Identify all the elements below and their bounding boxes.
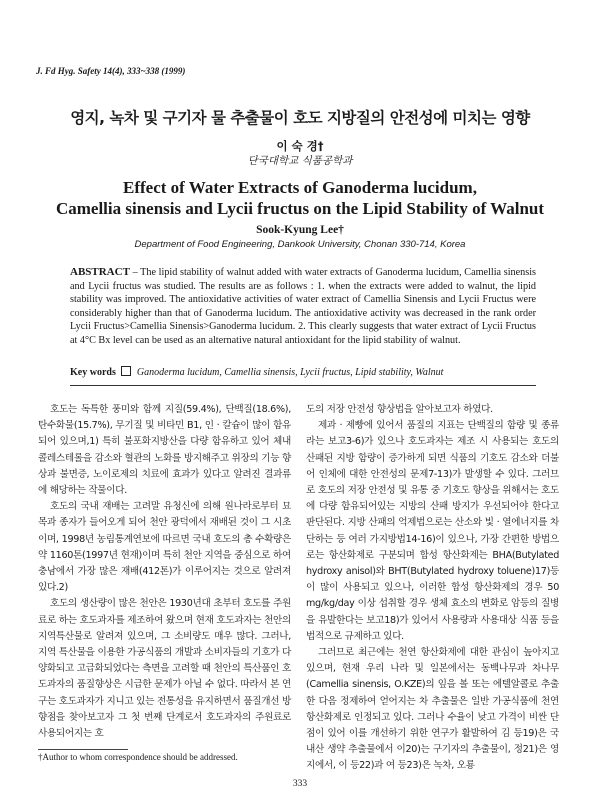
english-title — [0, 177, 600, 219]
korean-title: 영지, 녹차 및 구기자 물 추출물이 호도 지방질의 안전성에 미치는 영향 — [70, 109, 530, 127]
section-divider — [70, 385, 536, 386]
korean-affiliation: 단국대학교 식품공학과 — [247, 155, 353, 167]
english-author: Sook-Kyung Lee† — [256, 224, 344, 236]
body-paragraph: 호도의 국내 재배는 고려말 유청신에 의해 원나라로부터 묘목과 종자가 들어오게 되어 천안 광덕에서 재배된 것이 그 시초이며, 1998년 농림통계연보에 따르면 국내 호도의 총 수확량은 약 1160톤(1997년 현재)이며 특히 천안 지역을 중심으로 하여 충남에서 가장 많은 재배(412톤)가 이루어지는 것으로 알려져 있다.2) — [38, 501, 291, 594]
keywords — [70, 366, 550, 378]
body-right-column — [306, 402, 559, 775]
footnote: †Author to whom correspondence should be addressed. — [38, 752, 238, 762]
keywords-box-icon — [121, 366, 131, 376]
english-title-line1: Effect of Water Extracts of Ganoderma lucidum, — [123, 178, 477, 197]
page-number: 333 — [292, 779, 308, 789]
body-paragraph: 호도는 독특한 풍미와 함께 지질(59.4%), 단백질(18.6%), 탄수화물(15.7%), 무기질 및 비타민 B1, 인 · 칼슘이 많이 함유되어 있으며,1) 특히 불포화지방산을 다량 함유하고 있어 체내 콜레스테롤을 감소와 혈관의 노화를 방지해주고 위장의 기능 향상과 불면증, 노이로제의 치료에 효과가 있다고 알려진 결과류에 해당하는 작물이다. — [38, 404, 291, 497]
footnote-divider — [38, 749, 128, 750]
keywords-label: Key words — [70, 367, 116, 378]
english-affiliation: Department of Food Engineering, Dankook University, Chonan 330-714, Korea — [134, 239, 466, 250]
body-paragraph: 호도의 생산량이 많은 천안은 1930년대 초부터 호도를 주원료로 하는 호도과자를 제조하여 왔으며 현재 호도과자는 천안의 지역특산물로 알려져 있으며, 그 소비량도 매우 많다. 그러나, 지역 특산물을 이용한 가공식품의 개발과 소비자들의 기호가 다양화되고 고급화되었다는 측면을 고려할 때 천안의 특산품인 호도과자의 품질향상은 시급한 문제가 아닐 수 없다. 따라서 본 연구는 호도과자가 지니고 있는 전통성을 유지하면서 품질개선 방향점을 찾아보고자 그 첫 번째 단계로서 호도과자의 주원료로 사용되어지는 호 — [38, 598, 291, 740]
abstract-lead: ABSTRACT — [70, 266, 130, 278]
korean-author: 이 숙 경† — [276, 139, 324, 153]
abstract-text: – The lipid stability of walnut added with water extracts of Ganoderma lucidum, Camellia sinensis and Lycii fructus was studied. The results are as follows : 1. when the extracts were added to walnut, the lipid stability was improved. The antioxidative activities of water extract of Camellia Sinensis and Lycii Fructus were considerably higher than that of Ganoderma lucidum. The antioxidative activity was decreased in the rank order Lycii Fructus>Camellia Sinensis>Ganoderma lucidum. 2. This clearly suggests that water extract of Lycii Fructus at 4°C Bx level can be used as an alternative natural antioxidant for the lipid stability of walnut. — [70, 267, 536, 346]
keywords-text: Ganoderma lucidum, Camellia sinensis, Lycii fructus, Lipid stability, Walnut — [136, 367, 444, 378]
body-left-column — [38, 402, 291, 742]
journal-header: J. Fd Hyg. Safety 14(4), 333~338 (1999) — [36, 66, 186, 76]
body-paragraph: 도의 저장 안전성 향상법을 알아보고자 하였다. — [306, 404, 493, 415]
english-title-line2: Camellia sinensis and Lycii fructus on the Lipid Stability of Walnut — [55, 199, 545, 218]
abstract — [70, 266, 536, 348]
body-paragraph: 그러므로 최근에는 천연 항산화제에 대한 관심이 높아지고 있으며, 현재 우리 나라 및 일본에서는 동백나무과 차나무(Camellia sinensis, O.KZE)의 잎을 볼 또는 에텔알콜로 추출한 다음 정제하여 얻어지는 차 추출물은 일반 가공식품에 천연 항산화제로 인정되고 있다. 그러나 수율이 낮고 가격이 비싼 단점이 있어 이를 개선하기 위한 연구가 활발하여 김 등19)은 국내산 생약 추출물에서 이20)는 구기자의 추출물이, 정21)은 영지에서, 이 등22)과 여 등23)은 녹차, 오룡 — [306, 647, 559, 772]
body-paragraph: 제과 · 제빵에 있어서 품질의 지표는 단백질의 함량 및 종류라는 보고3-6)가 있으나 호도과자는 제조 시 사용되는 호도의 산패된 지방 함량이 증가하게 되면 식품의 기호도 감소와 더불어 인체에 대한 안전성의 문제7-13)가 발생할 수 있다. 그러므로 호도의 저장 안전성 및 유통 중 기호도 향상을 위해서는 호도에 다량 함유되어있는 지방의 산패 방지가 우선되어야 한다고 판단된다. 지방 산패의 억제법으로는 산소와 빛 · 열에너지를 차단하는 등 여러 가지방법14-16)이 있으나, 가장 간편한 방법으로는 항산화제로 구분되며 합성 항산화제는 BHA(Butylated hydroxy anisol)와 BHT(Butylated hydroxy toluene)17)등이 많이 사용되고 있으나, 이러한 합성 항산화제의 경우 50 mg/kg/day 이상 섭취할 경우 생체 효소의 변화로 암등의 질병을 유발한다는 보고18)가 있어서 사용량과 사용대상 식품 등을 법적으로 규제하고 있다. — [306, 420, 559, 642]
